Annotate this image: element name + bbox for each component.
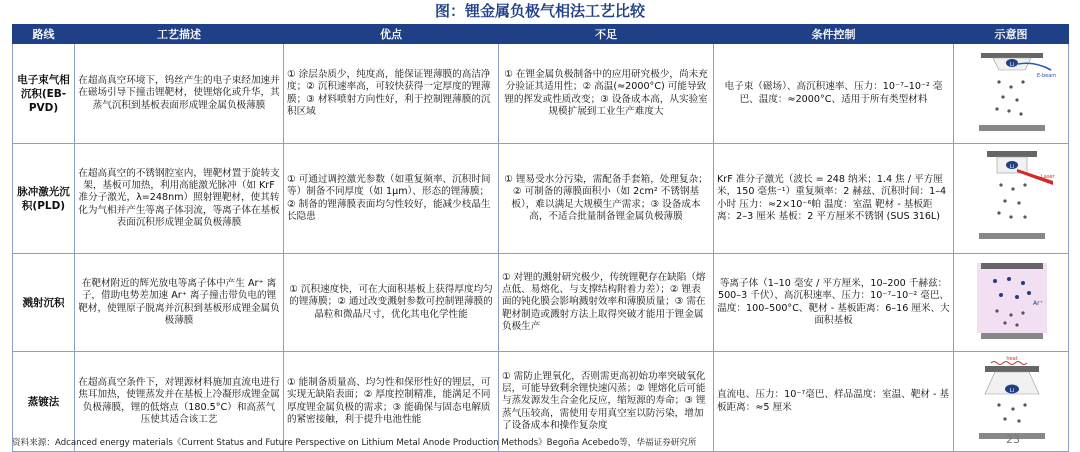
beam-label: E-beam — [1036, 72, 1056, 79]
cons-cell: ① 锂易受水分污染，需配备手套箱，处理复杂；② 可制备的薄膜面积小（如 2cm² 不锈钢基板），难以满足大规模生产需求；③ 设备成本高，不适合批量制备锂金属负极薄膜 — [499, 144, 714, 254]
pros-cell: ① 涂层杂质少，纯度高，能保证锂薄膜的高洁净度；② 沉积速率高，可较快获得一定厚度的锂薄膜；③ 材料喷射方向性好，利于控制锂薄膜的沉积区域 — [284, 44, 499, 144]
pros-cell: ① 沉积速度快，可在大面积基板上获得厚度均匀的锂薄膜；② 通过改变溅射参数可控制锂薄膜的晶粒和微晶尺寸，优化其电化学性能 — [284, 254, 499, 352]
cons-cell: ① 需防止锂氧化，否则需更高初始功率突破氧化层，可能导致剩余锂快速闪蒸；② 锂熔化后可能与蒸发源发生合金化反应，缩短源的寿命；③ 锂蒸气压较高，需使用专用真空室以防污染，增加了设备成本和操作复杂度 — [499, 352, 714, 452]
comparison-table — [12, 24, 1069, 452]
description-cell: 在超高真空条件下，对锂源材料施加直流电进行焦耳加热，使锂蒸发并在基板上冷凝形成锂金属负极薄膜，锂的低熔点（180.5°C）和高蒸气压使其适合该工艺 — [75, 352, 284, 452]
cons-cell: ① 在锂金属负极制备中的应用研究极少，尚未充分验证其适用性；② 高温(≈2000°C) 可能导致锂的挥发或性质改变；③ 设备成本高，从实验室规模扩展到工业生产难度大 — [499, 44, 714, 144]
chamber-base — [979, 233, 1045, 239]
sputtering-diagram — [955, 255, 1068, 346]
page-number: 23 — [1006, 433, 1020, 446]
description-cell: 在超高真空环境下，钨丝产生的电子束经加速并在磁场引导下撞击锂靶材，使锂熔化或升华，其蒸气沉积到基板表面形成锂金属负极薄膜 — [75, 44, 284, 144]
route-cell: 蒸镀法 — [13, 352, 75, 452]
vapor-atoms-icon — [997, 403, 1026, 422]
page-title: 图：锂金属负极气相法工艺比较 — [434, 2, 645, 20]
substrate-plate — [981, 333, 1043, 339]
table-row — [13, 254, 1069, 352]
pros-cell: ① 能制备质量高、均匀性和保形性好的锂层，可实现无缺陷表面；② 厚度控制精准，能满足不同厚度锂金属负极的需求；③ 能确保与固态电解质的紧密接触，利于提升电池性能 — [284, 352, 499, 452]
conditions-cell: KrF 准分子激光（波长 = 248 纳米；1.4 焦 / 平方厘米，150 毫焦⁻¹）重复频率：2 赫兹、沉积时间：1–4 小时 压力：≈2×10⁻⁶帕 温度：室温 靶材 - 基板距离：2–3 厘米 基板：2 平方厘米不锈钢 (SUS 316L) — [714, 144, 954, 254]
plume-atoms-icon — [997, 183, 1026, 218]
source-footnote: 资料来源：Adcanced energy materials《Current Status and Future Perspective on Lithium Metal Anode Production Methods》Begoña Acebedo等，华福证券研究所 — [12, 438, 697, 448]
conditions-cell: 直流电、压力：10⁻⁷毫巴、样品温度：室温、靶材 - 基板距离：≈5 厘米 — [714, 352, 954, 452]
diagram-cell — [954, 254, 1069, 352]
header-diagram: 示意图 — [954, 25, 1069, 44]
diagram-cell — [954, 44, 1069, 144]
cons-cell: ① 对锂的溅射研究极少，传统锂靶存在缺陷（熔点低、易熔化、与支撑结构附着力差）；② 锂表面的钝化膜会影响溅射效率和薄膜质量；③ 需在靶材制造或溅射方法上取得突破才能用于锂金属负极生产 — [499, 254, 714, 352]
conditions-cell: 等离子体（1–10 毫安 / 平方厘米，10–200 千赫兹：500–3 千伏）、高沉积速率、压力：10⁻⁷–10⁻² 毫巴、温度：100–500°C、靶材 - 基板距离：6–16 厘米、大面积基板 — [714, 254, 954, 352]
ebpvd-diagram — [955, 45, 1068, 138]
substrate-plate — [981, 53, 1043, 58]
substrate-plate — [987, 151, 1037, 157]
description-cell: 在超高真空的不锈钢腔室内，锂靶材置于旋转支架，基板可加热，利用高能激光脉冲（如 KrF 准分子激光，λ=248nm）照射锂靶材，使其转化为气相并产生等离子体羽流，等离子体在基板表面沉积形成锂金属负极薄膜 — [75, 144, 284, 254]
header-cons: 不足 — [499, 25, 714, 44]
target-label: Li — [1009, 163, 1014, 170]
diagram-cell — [954, 144, 1069, 254]
ion-label: Ar⁺ — [1032, 299, 1043, 307]
header-conditions: 条件控制 — [714, 25, 954, 44]
table-row — [13, 144, 1069, 254]
substrate-plate — [985, 366, 1039, 372]
chamber-base — [979, 125, 1045, 131]
description-cell: 在靶材附近的辉光放电等离子体中产生 Ar⁺ 离子，借助电势差加速 Ar⁺ 离子撞击带负电的锂靶材，使锂原子脱离并沉积到基板形成锂金属负极薄膜 — [75, 254, 284, 352]
target-label: Li — [1009, 387, 1014, 394]
target-label: Li — [1009, 61, 1014, 68]
table-row — [13, 44, 1069, 144]
pld-diagram — [955, 145, 1068, 248]
route-cell: 溅射沉积 — [13, 254, 75, 352]
pros-cell: ① 可通过调控激光参数（如重复频率、沉积时间等）制备不同厚度（如 1μm）、形态的锂薄膜；② 制备的锂薄膜表面均匀性较好，能减少枝晶生长隐患 — [284, 144, 499, 254]
route-cell: 脉冲激光沉积(PLD) — [13, 144, 75, 254]
laser-label: Laser — [1040, 173, 1055, 180]
header-description: 工艺描述 — [75, 25, 284, 44]
conditions-cell: 电子束（磁场）、高沉积速率、压力：10⁻⁷–10⁻² 毫巴、温度：≈2000°C、适用于所有类型材料 — [714, 44, 954, 144]
vapor-atoms-icon — [995, 80, 1024, 115]
heat-label: heat — [1005, 355, 1018, 362]
header-pros: 优点 — [284, 25, 499, 44]
route-cell: 电子束气相沉积(EB-PVD) — [13, 44, 75, 144]
plasma-glow — [977, 263, 1047, 333]
target-plate — [981, 263, 1043, 269]
header-route: 路线 — [13, 25, 75, 44]
evaporation-diagram — [955, 353, 1068, 446]
table-header-row — [13, 25, 1069, 44]
